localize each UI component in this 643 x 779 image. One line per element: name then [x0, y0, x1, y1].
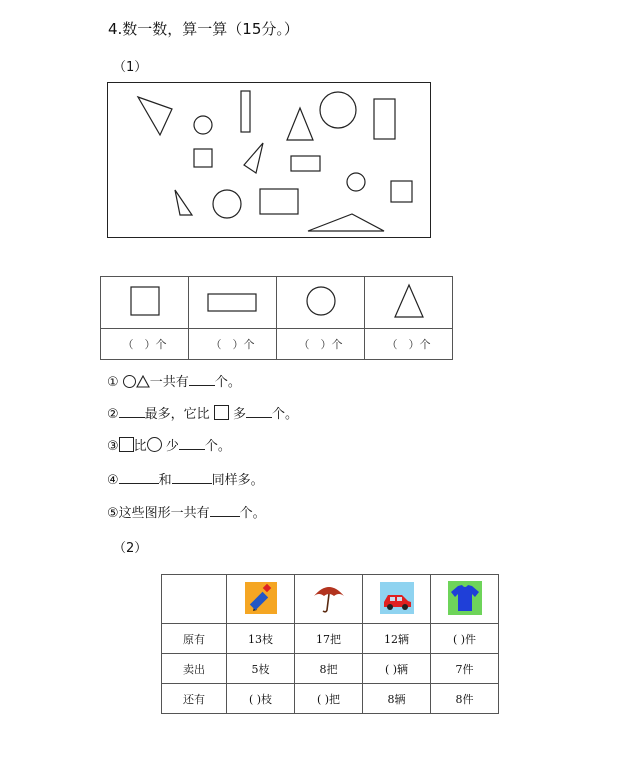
table-cell: 12辆: [363, 624, 431, 654]
triangle-header: [365, 277, 453, 329]
shapes-drawing: [108, 83, 432, 239]
question-5: ⑤这些图形一共有 个。: [107, 506, 266, 521]
rectangle-header: [189, 277, 277, 329]
table-cell: 8辆: [363, 684, 431, 714]
corner-cell: [162, 575, 227, 624]
rectangle-1: [241, 91, 250, 132]
circle-4: [213, 190, 241, 218]
question-2: ② 最多，它比 多 个。: [107, 407, 298, 422]
part-2-label: （2）: [113, 541, 148, 556]
umbrella-icon: [295, 575, 363, 624]
table-cell[interactable]: ( )枝: [227, 684, 295, 714]
triangle-count-cell[interactable]: （ ）个: [365, 329, 453, 360]
circle-count-cell[interactable]: （ ）个: [277, 329, 365, 360]
car-icon: [363, 575, 431, 624]
answer-blank[interactable]: [179, 437, 205, 450]
table-cell: 7件: [431, 654, 499, 684]
square-count-cell[interactable]: （ ）个: [101, 329, 189, 360]
answer-blank[interactable]: [246, 405, 272, 418]
shirt-icon: [431, 575, 499, 624]
table-cell[interactable]: ( )辆: [363, 654, 431, 684]
circle-icon: [123, 375, 136, 388]
circle-2: [320, 92, 356, 128]
circle-3: [347, 173, 365, 191]
shapes-figure: [107, 82, 431, 238]
row-label: 原有: [162, 624, 227, 654]
table-cell: 13枝: [227, 624, 295, 654]
circle-icon: [147, 437, 162, 452]
question-3: ③ 比 少 个。: [107, 439, 231, 454]
square-1: [194, 149, 212, 167]
table-cell: 17把: [295, 624, 363, 654]
triangle-5: [308, 214, 384, 231]
answer-blank[interactable]: [210, 504, 240, 517]
table-cell: 8把: [295, 654, 363, 684]
table-cell[interactable]: ( )把: [295, 684, 363, 714]
row-label: 卖出: [162, 654, 227, 684]
rectangle-3: [291, 156, 320, 171]
table-cell: 8件: [431, 684, 499, 714]
answer-blank[interactable]: [189, 373, 215, 386]
count-table: [100, 276, 453, 360]
triangle-1: [138, 97, 172, 135]
rectangle-count-cell[interactable]: （ ）个: [189, 329, 277, 360]
square-2: [391, 181, 412, 202]
table-row: [162, 624, 499, 654]
answer-blank[interactable]: [172, 471, 212, 484]
question-1: ① 一共有 个。: [107, 375, 241, 390]
table-row: [162, 654, 499, 684]
pencil-icon: [227, 575, 295, 624]
square-icon: [119, 437, 134, 452]
table-cell: 5枝: [227, 654, 295, 684]
table-cell[interactable]: ( )件: [431, 624, 499, 654]
square-header: [101, 277, 189, 329]
rectangle-2: [374, 99, 395, 139]
goods-table: [161, 574, 499, 714]
question-4: ④ 和 同样多。: [107, 473, 264, 488]
circle-1: [194, 116, 212, 134]
triangle-icon: [136, 375, 150, 388]
row-label: 还有: [162, 684, 227, 714]
triangle-4: [175, 190, 192, 215]
square-icon: [214, 405, 229, 420]
triangle-3: [244, 143, 263, 173]
triangle-2: [287, 108, 313, 140]
answer-blank[interactable]: [119, 471, 159, 484]
question-title: 4.数一数，算一算（15分。）: [108, 20, 299, 38]
table-row: [162, 684, 499, 714]
circle-header: [277, 277, 365, 329]
rectangle-4: [260, 189, 298, 214]
answer-blank[interactable]: [119, 405, 145, 418]
part-1-label: （1）: [113, 60, 148, 75]
